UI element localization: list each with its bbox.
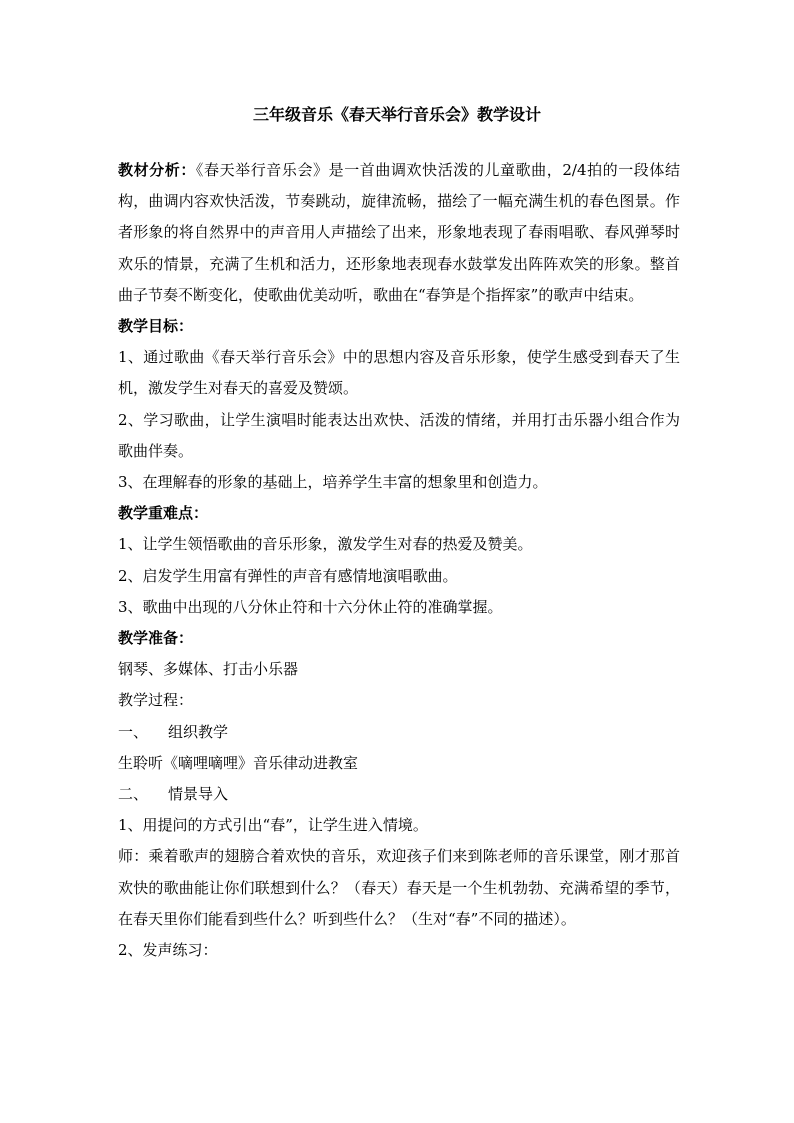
step-number: 一、 <box>118 722 149 741</box>
key-point-item: 1、让学生领悟歌曲的音乐形象，激发学生对春的热爱及赞美。 <box>118 535 533 554</box>
process-heading: 教学过程： <box>118 691 194 710</box>
step-text: 生聆听《嘀哩嘀哩》音乐律动进教室 <box>118 753 359 772</box>
material-analysis-text: 《春天举行音乐会》是一首曲调欢快活泼的儿童歌曲，2/4拍的一段体结构，曲调内容欢快活泼，节奏跳动，旋律流畅，描绘了一幅充满生机的春色图景。作者形象的将自然界中的声音用人声描绘了出来，形象地表现了春雨唱歌、春风弹琴时欢乐的情景，充满了生机和活力，还形象地表现春水鼓掌发出阵阵欢笑的形象。整首曲子节奏不断变化，使歌曲优美动听，歌曲在“春笋是个指挥家”的歌声中结束。 <box>118 161 680 304</box>
preparation-heading: 教学准备： <box>118 629 194 648</box>
step-heading <box>118 717 680 748</box>
material-analysis-label: 教材分析： <box>118 161 196 179</box>
material-analysis-paragraph <box>118 155 680 311</box>
step-heading <box>118 779 680 810</box>
preparation-text: 钢琴、多媒体、打击小乐器 <box>118 660 299 679</box>
key-points-heading: 教学重难点： <box>118 504 209 523</box>
goal-item: 3、在理解春的形象的基础上，培养学生丰富的想象里和创造力。 <box>118 473 548 492</box>
page-title: 三年级音乐《春天举行音乐会》教学设计 <box>252 105 541 124</box>
step-title: 组织教学 <box>168 722 229 741</box>
step-item: 2、发声练习： <box>118 941 218 960</box>
step-title: 情景导入 <box>168 785 229 804</box>
goal-item: 2、学习歌曲，让学生演唱时能表达出欢快、活泼的情绪，并用打击乐器小组合作为歌曲伴奏。 <box>118 410 680 460</box>
step-number: 二、 <box>118 785 149 804</box>
goals-heading: 教学目标： <box>118 317 194 336</box>
goal-item: 1、通过歌曲《春天举行音乐会》中的思想内容及音乐形象，使学生感受到春天了生机，激发学生对春天的喜爱及赞颂。 <box>118 348 680 398</box>
key-point-item: 2、启发学生用富有弹性的声音有感情地演唱歌曲。 <box>118 566 458 585</box>
teacher-dialogue: 师：乘着歌声的翅膀合着欢快的音乐，欢迎孩子们来到陈老师的音乐课堂，刚才那首欢快的歌曲能让你们联想到什么？（春天）春天是一个生机勃勃、充满希望的季节，在春天里你们能看到些什么？听到些什么？（生对“春”不同的描述）。 <box>118 847 680 928</box>
document-body <box>118 155 680 966</box>
step-item: 1、用提问的方式引出“春”，让学生进入情境。 <box>118 816 428 835</box>
key-point-item: 3、歌曲中出现的八分休止符和十六分休止符的准确掌握。 <box>118 597 503 616</box>
